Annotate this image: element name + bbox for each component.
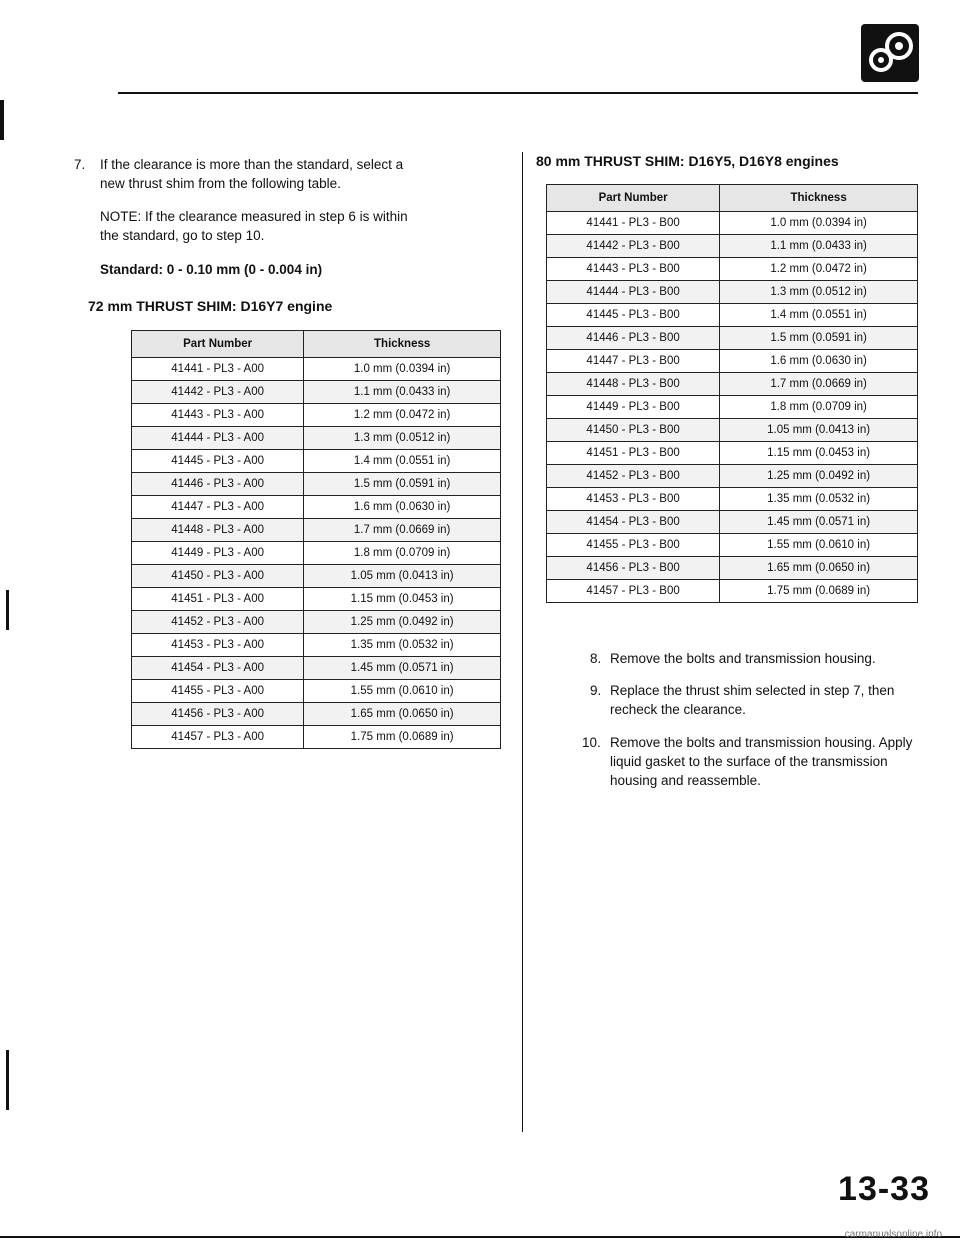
- step-text: Replace the thrust shim selected in step 7, then: [610, 683, 895, 698]
- part-number-cell: 41456 - PL3 - B00: [547, 557, 720, 580]
- binding-mark: [6, 590, 9, 630]
- table-row: [547, 534, 918, 557]
- part-number-cell: 41446 - PL3 - A00: [132, 473, 304, 496]
- thickness-cell: 1.65 mm (0.0650 in): [720, 557, 918, 580]
- part-number-cell: 41453 - PL3 - A00: [132, 634, 304, 657]
- table-row: [132, 588, 501, 611]
- thickness-cell: 1.0 mm (0.0394 in): [720, 212, 918, 235]
- step-text: new thrust shim from the following table.: [100, 176, 341, 191]
- step-text: Remove the bolts and transmission housing. Apply: [610, 735, 913, 750]
- part-number-cell: 41452 - PL3 - B00: [547, 465, 720, 488]
- column-header: Part Number: [547, 185, 720, 212]
- header-rule: [118, 92, 918, 94]
- table-row: [132, 519, 501, 542]
- part-number-cell: 41441 - PL3 - B00: [547, 212, 720, 235]
- standard-value: Standard: 0 - 0.10 mm (0 - 0.004 in): [100, 262, 323, 277]
- table-row: [547, 442, 918, 465]
- thickness-cell: 1.2 mm (0.0472 in): [720, 258, 918, 281]
- shim-table-80mm: [546, 184, 918, 603]
- thickness-cell: 1.4 mm (0.0551 in): [720, 304, 918, 327]
- part-number-cell: 41453 - PL3 - B00: [547, 488, 720, 511]
- column-header: Part Number: [132, 331, 304, 358]
- thickness-cell: 1.7 mm (0.0669 in): [304, 519, 501, 542]
- part-number-cell: 41443 - PL3 - A00: [132, 404, 304, 427]
- page-number: 13-33: [838, 1170, 930, 1208]
- table-row: [547, 511, 918, 534]
- step-number: 7.: [74, 157, 86, 172]
- table-row: [132, 358, 501, 381]
- table-row: [132, 427, 501, 450]
- table-row: [132, 381, 501, 404]
- table-row: [132, 542, 501, 565]
- part-number-cell: 41442 - PL3 - A00: [132, 381, 304, 404]
- thickness-cell: 1.05 mm (0.0413 in): [304, 565, 501, 588]
- shim-table-72mm: [131, 330, 501, 749]
- binding-mark: [6, 1050, 9, 1110]
- part-number-cell: 41454 - PL3 - B00: [547, 511, 720, 534]
- part-number-cell: 41447 - PL3 - A00: [132, 496, 304, 519]
- thickness-cell: 1.3 mm (0.0512 in): [720, 281, 918, 304]
- part-number-cell: 41450 - PL3 - B00: [547, 419, 720, 442]
- table-row: [132, 703, 501, 726]
- thickness-cell: 1.5 mm (0.0591 in): [304, 473, 501, 496]
- step-number: 8.: [590, 651, 602, 666]
- thickness-cell: 1.65 mm (0.0650 in): [304, 703, 501, 726]
- part-number-cell: 41450 - PL3 - A00: [132, 565, 304, 588]
- step-text: housing and reassemble.: [610, 773, 761, 788]
- note-text: the standard, go to step 10.: [100, 228, 265, 243]
- column-header: Thickness: [720, 185, 918, 212]
- watermark: carmanualsonline.info: [844, 1229, 942, 1240]
- part-number-cell: 41447 - PL3 - B00: [547, 350, 720, 373]
- part-number-cell: 41443 - PL3 - B00: [547, 258, 720, 281]
- thickness-cell: 1.45 mm (0.0571 in): [304, 657, 501, 680]
- table-row: [547, 304, 918, 327]
- table-row: [547, 373, 918, 396]
- part-number-cell: 41449 - PL3 - A00: [132, 542, 304, 565]
- table-row: [547, 281, 918, 304]
- thickness-cell: 1.3 mm (0.0512 in): [304, 427, 501, 450]
- table-row: [547, 488, 918, 511]
- thickness-cell: 1.15 mm (0.0453 in): [304, 588, 501, 611]
- thickness-cell: 1.5 mm (0.0591 in): [720, 327, 918, 350]
- table-row: [132, 473, 501, 496]
- table-row: [132, 726, 501, 749]
- step-text: recheck the clearance.: [610, 702, 746, 717]
- part-number-cell: 41457 - PL3 - A00: [132, 726, 304, 749]
- table-row: [132, 611, 501, 634]
- thickness-cell: 1.1 mm (0.0433 in): [720, 235, 918, 258]
- thickness-cell: 1.7 mm (0.0669 in): [720, 373, 918, 396]
- binding-mark: [0, 100, 4, 140]
- part-number-cell: 41446 - PL3 - B00: [547, 327, 720, 350]
- thickness-cell: 1.75 mm (0.0689 in): [720, 580, 918, 603]
- part-number-cell: 41445 - PL3 - B00: [547, 304, 720, 327]
- step-number: 10.: [582, 735, 601, 750]
- step-text: liquid gasket to the surface of the transmission: [610, 754, 888, 769]
- step-text: If the clearance is more than the standard, select a: [100, 157, 404, 172]
- thickness-cell: 1.8 mm (0.0709 in): [304, 542, 501, 565]
- thickness-cell: 1.8 mm (0.0709 in): [720, 396, 918, 419]
- thickness-cell: 1.25 mm (0.0492 in): [720, 465, 918, 488]
- part-number-cell: 41448 - PL3 - B00: [547, 373, 720, 396]
- thickness-cell: 1.35 mm (0.0532 in): [304, 634, 501, 657]
- table-row: [132, 404, 501, 427]
- thickness-cell: 1.35 mm (0.0532 in): [720, 488, 918, 511]
- thickness-cell: 1.2 mm (0.0472 in): [304, 404, 501, 427]
- part-number-cell: 41451 - PL3 - B00: [547, 442, 720, 465]
- column-header: Thickness: [304, 331, 501, 358]
- part-number-cell: 41448 - PL3 - A00: [132, 519, 304, 542]
- step-text: Remove the bolts and transmission housing.: [610, 651, 876, 666]
- thickness-cell: 1.15 mm (0.0453 in): [720, 442, 918, 465]
- thickness-cell: 1.05 mm (0.0413 in): [720, 419, 918, 442]
- table-row: [132, 496, 501, 519]
- step-number: 9.: [590, 683, 602, 698]
- part-number-cell: 41456 - PL3 - A00: [132, 703, 304, 726]
- table-row: [547, 212, 918, 235]
- thickness-cell: 1.75 mm (0.0689 in): [304, 726, 501, 749]
- footer-rule: [0, 1236, 960, 1238]
- part-number-cell: 41445 - PL3 - A00: [132, 450, 304, 473]
- table-title: 72 mm THRUST SHIM: D16Y7 engine: [88, 298, 333, 314]
- table-row: [547, 557, 918, 580]
- table-row: [547, 327, 918, 350]
- note-text: NOTE: If the clearance measured in step 6 is within: [100, 209, 408, 224]
- thickness-cell: 1.1 mm (0.0433 in): [304, 381, 501, 404]
- table-row: [547, 350, 918, 373]
- engine-gears-icon: [861, 24, 919, 82]
- table-row: [547, 235, 918, 258]
- table-row: [547, 465, 918, 488]
- table-row: [132, 565, 501, 588]
- part-number-cell: 41454 - PL3 - A00: [132, 657, 304, 680]
- table-row: [132, 634, 501, 657]
- table-row: [547, 258, 918, 281]
- part-number-cell: 41452 - PL3 - A00: [132, 611, 304, 634]
- thickness-cell: 1.45 mm (0.0571 in): [720, 511, 918, 534]
- thickness-cell: 1.25 mm (0.0492 in): [304, 611, 501, 634]
- thickness-cell: 1.55 mm (0.0610 in): [304, 680, 501, 703]
- table-row: [132, 657, 501, 680]
- part-number-cell: 41455 - PL3 - A00: [132, 680, 304, 703]
- part-number-cell: 41441 - PL3 - A00: [132, 358, 304, 381]
- table-row: [547, 396, 918, 419]
- thickness-cell: 1.6 mm (0.0630 in): [720, 350, 918, 373]
- thickness-cell: 1.55 mm (0.0610 in): [720, 534, 918, 557]
- part-number-cell: 41455 - PL3 - B00: [547, 534, 720, 557]
- part-number-cell: 41457 - PL3 - B00: [547, 580, 720, 603]
- part-number-cell: 41444 - PL3 - B00: [547, 281, 720, 304]
- thickness-cell: 1.0 mm (0.0394 in): [304, 358, 501, 381]
- thickness-cell: 1.6 mm (0.0630 in): [304, 496, 501, 519]
- table-row: [132, 450, 501, 473]
- part-number-cell: 41442 - PL3 - B00: [547, 235, 720, 258]
- table-row: [132, 680, 501, 703]
- part-number-cell: 41449 - PL3 - B00: [547, 396, 720, 419]
- column-divider: [522, 152, 523, 1132]
- part-number-cell: 41444 - PL3 - A00: [132, 427, 304, 450]
- table-title: 80 mm THRUST SHIM: D16Y5, D16Y8 engines: [536, 153, 839, 169]
- thickness-cell: 1.4 mm (0.0551 in): [304, 450, 501, 473]
- table-row: [547, 419, 918, 442]
- part-number-cell: 41451 - PL3 - A00: [132, 588, 304, 611]
- table-row: [547, 580, 918, 603]
